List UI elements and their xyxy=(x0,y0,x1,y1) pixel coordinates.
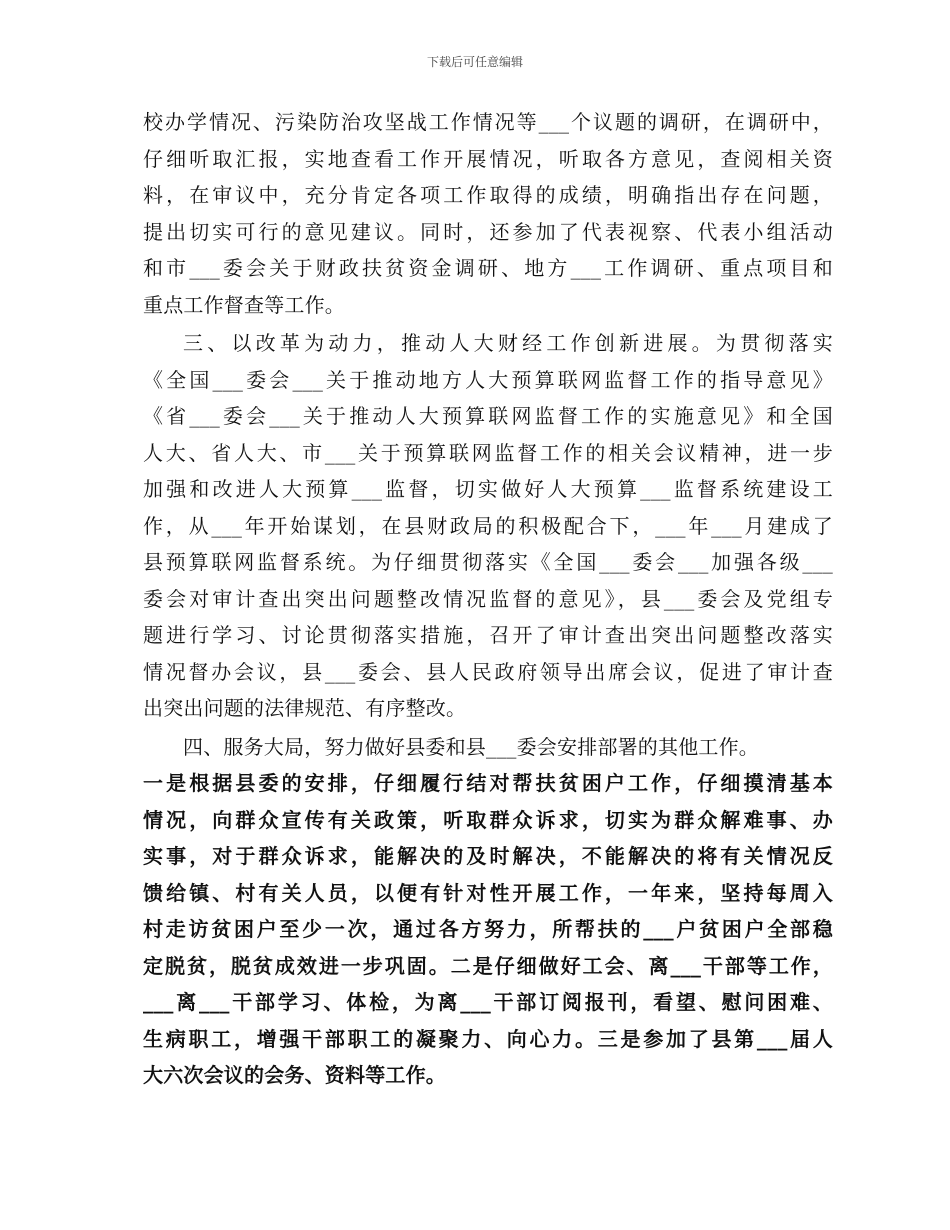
text-line: 情况督办会议，县___委会、县人民政府领导出席会议，促进了审计查 xyxy=(143,659,833,684)
text-line: 委会对审计查出突出问题整改情况监督的意见》，县___委会及党组专 xyxy=(143,586,833,611)
paragraph-3 xyxy=(143,729,833,766)
text-line: 出突出问题的法律规范、有序整改。 xyxy=(143,696,467,720)
text-line: 四、服务大局，努力做好县委和县___委会安排部署的其他工作。 xyxy=(183,734,759,759)
page-header: 下载后可任意编辑 xyxy=(426,55,523,69)
text-line: 县预算联网监督系统。为仔细贯彻落实《全国___委会___加强各级___ xyxy=(143,550,833,574)
text-line: 和市___委会关于财政扶贫资金调研、地方___工作调研、重点项目和 xyxy=(143,256,833,280)
text-line: 大六次会议的会务、资料等工作。 xyxy=(143,1063,446,1087)
text-line: 人大、省人大、市___关于预算联网监督工作的相关会议精神，进一步 xyxy=(143,440,833,465)
text-line: 料，在审议中，充分肯定各项工作取得的成绩，明确指出存在问题， xyxy=(143,183,833,207)
text-line: 情况，向群众宣传有关政策，听取群众诉求，切实为群众解难事、办 xyxy=(143,807,833,832)
document-body xyxy=(143,104,833,1094)
text-line: 一是根据县委的安排，仔细履行结对帮扶贫困户工作，仔细摸清基本 xyxy=(143,771,833,795)
text-line: 定脱贫，脱贫成效进一步巩固。二是仔细做好工会、离___干部等工作， xyxy=(143,953,833,978)
text-line: 馈给镇、村有关人员，以便有针对性开展工作，一年来，坚持每周入 xyxy=(143,880,833,905)
paragraph-1 xyxy=(143,104,833,323)
text-line: 《全国___委会___关于推动地方人大预算联网监督工作的指导意见》 xyxy=(143,367,833,392)
text-line: 作，从___年开始谋划，在县财政局的积极配合下，___年___月建成了 xyxy=(143,513,833,538)
text-line: 校办学情况、污染防治攻坚战工作情况等___个议题的调研，在调研中， xyxy=(143,110,833,134)
text-line: ___离___干部学习、体检，为离___干部订阅报刊，看望、慰问困难、 xyxy=(143,990,833,1014)
text-line: 三、以改革为动力，推动人大财经工作创新进展。为贯彻落实 xyxy=(183,331,833,355)
text-line: 加强和改进人大预算___监督，切实做好人大预算___监督系统建设工 xyxy=(143,477,833,501)
text-line: 题进行学习、讨论贯彻落实措施，召开了审计查出突出问题整改落实 xyxy=(143,623,833,647)
text-line: 村走访贫困户至少一次，通过各方努力，所帮扶的___户贫困户全部稳 xyxy=(143,917,833,941)
paragraph-4-bold xyxy=(143,765,833,1094)
text-line: 实事，对于群众诉求，能解决的及时解决，不能解决的将有关情况反 xyxy=(143,844,833,868)
text-line: 《省___委会___关于推动人大预算联网监督工作的实施意见》和全国 xyxy=(143,404,833,428)
text-line: 提出切实可行的意见建议。同时，还参加了代表视察、代表小组活动 xyxy=(143,219,833,244)
text-line: 生病职工，增强干部职工的凝聚力、向心力。三是参加了县第___届人 xyxy=(143,1026,833,1051)
text-line: 重点工作督查等工作。 xyxy=(143,292,345,317)
text-line: 仔细听取汇报，实地查看工作开展情况，听取各方意见，查阅相关资 xyxy=(143,146,833,171)
paragraph-2 xyxy=(143,325,833,727)
